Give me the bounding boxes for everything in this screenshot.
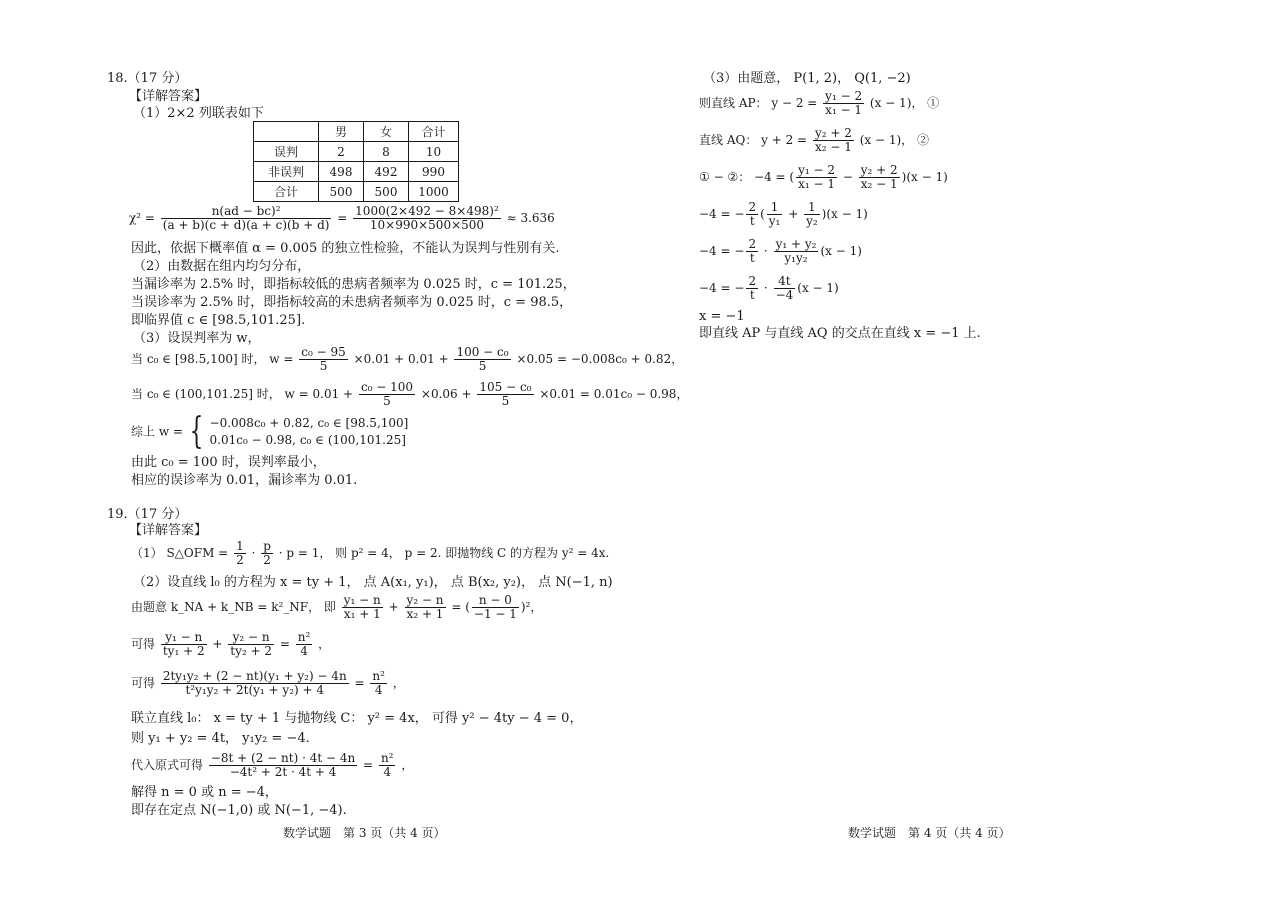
q19-line-2 [131,631,330,658]
fraction [353,205,501,232]
formula-text: 代入原式可得 [131,758,204,773]
fraction [359,381,415,408]
table-row [254,142,459,162]
denominator: ty₂ + 2 [230,644,273,659]
numerator: y₁ − 2 [798,163,835,177]
formula-text: 由题意 k_NA + k_NB = k²_NF， 即 [131,600,336,615]
table-header-row [254,122,459,142]
numerator: 2 [748,200,757,214]
fraction [454,346,510,373]
equals: = [337,211,348,226]
numerator: n − 0 [472,594,519,608]
chi-square-formula [129,205,555,232]
denominator: 2 [236,553,244,568]
formula-text: )(x − 1) [821,207,868,222]
case-text: ×0.01 + 0.01 + [353,352,449,367]
table-row [254,162,459,182]
fraction [774,275,796,302]
denominator: y₂ [806,214,818,229]
numerator: 2ty₁y₂ + (2 − nt)(y₁ + y₂) − 4n [162,669,347,683]
formula-text: (x − 1)， ② [859,133,929,148]
operator: ( [760,207,765,222]
numerator: 2 [748,274,757,288]
case-text: 当 c₀ ∈ [98.5,100] 时， w = [131,352,294,367]
denominator: y₁y₂ [784,251,808,266]
numerator: c₀ − 95 [301,345,346,359]
q19-line-3 [131,670,405,697]
denominator: x₂ + 1 [406,607,444,622]
numerator: y₂ − n [228,631,274,645]
operator: + [788,207,799,222]
table-cell: 498 [319,162,364,182]
formula-text: (x − 1) [820,244,862,259]
operator: + [388,600,399,615]
denominator: x₁ + 1 [343,607,381,622]
numerator: n² [372,669,385,683]
numerator: −8t + (2 − nt) · 4t − 4n [210,751,356,765]
fraction [161,205,332,232]
numerator: y₂ − n [406,593,444,607]
formula-text: −4 = − [699,207,745,222]
denominator: 10×990×500×500 [369,218,485,233]
fraction [296,631,313,658]
formula-text: ① − ②： −4 = ( [699,170,795,185]
numerator: 1 [767,201,783,215]
fraction [370,670,387,697]
numerator: y₂ + 2 [860,163,898,177]
page-footer-left: 数学试题 第 3 页（共 4 页） [283,826,446,840]
table-cell: 500 [364,182,409,202]
fraction [746,201,758,228]
denominator: 5 [319,359,328,374]
cases [210,415,409,449]
r-part3-intro: （3）由题意， P(1, 2)， Q(1, −2) [703,71,911,86]
part2-line-3: 即临界值 c ∈ [98.5,101.25]. [131,313,306,328]
table-cell: 2 [319,142,364,162]
numerator: 4t [774,275,796,289]
contingency-table [253,121,459,202]
q19-line-5: 则 y₁ + y₂ = 4t， y₁y₂ = −4. [131,731,310,746]
table-row [254,182,459,202]
fraction [767,201,783,228]
table-cell [254,122,319,142]
denominator: 4 [374,683,383,698]
table-cell: 8 [364,142,409,162]
question-19-heading: 19.（17 分） [107,507,188,522]
numerator: y₁ − n [343,593,381,607]
denominator: −4t² + 2t · 4t + 4 [229,765,337,780]
numerator: 1000(2×492 − 8×498)² [355,204,499,218]
numerator: n(ad − bc)² [161,205,332,219]
fraction [746,238,758,265]
fraction [379,752,396,779]
formula-text: (x − 1) [797,281,839,296]
table-cell: 1000 [409,182,459,202]
numerator: 1 [804,201,820,215]
denominator: x₂ − 1 [814,140,852,155]
denominator: 5 [501,394,510,409]
denominator: (a + b)(c + d)(a + c)(b + d) [162,218,330,233]
fraction [472,594,519,621]
table-cell: 10 [409,142,459,162]
numerator: 105 − c₀ [479,380,532,394]
case-2-formula [131,381,688,408]
numerator: y₁ + y₂ [775,237,817,251]
step-3 [699,275,839,302]
operator: − [842,170,853,185]
fraction [477,381,533,408]
fraction [161,670,349,697]
table-cell: 误判 [254,142,319,162]
line-ap [699,90,939,117]
operator: = ( [451,600,470,615]
formula-text: 则直线 AP： y − 2 = [699,96,818,111]
operator: + [212,637,223,652]
chi-lhs: χ² = [129,211,155,226]
denominator: ty₁ + 2 [162,644,205,659]
case-text: ×0.06 + [420,387,472,402]
q19-line-8: 即存在定点 N(−1,0) 或 N(−1, −4). [131,803,347,818]
q19-part1 [131,540,609,567]
q19-line-1 [131,594,542,621]
formula-text: ， [401,758,414,773]
brace-icon: { [189,411,204,452]
fraction [228,631,274,658]
conclusion-1: 因此，依据下概率值 α = 0.005 的独立性检验，不能认为误判与性别有关. [131,241,560,256]
table-cell: 合计 [254,182,319,202]
part1-intro: （1）2×2 列联表如下 [133,106,264,121]
operator: = [279,637,290,652]
fraction [261,540,273,567]
table-cell: 女 [364,122,409,142]
part2-line-2: 当误诊率为 2.5% 时，即指标较高的未患病者频率为 0.025 时，c = 98.5， [131,295,573,310]
denominator: t [749,288,755,303]
denominator: 5 [478,359,487,374]
formula-text: (x − 1)， ① [869,96,940,111]
formula-text: · p = 1， 则 p² = 4， p = 2. 即抛物线 C 的方程为 y² = 4x. [278,546,610,561]
table-cell: 500 [319,182,364,202]
subtract-step [699,164,948,191]
fraction [299,346,347,373]
piecewise-summary [131,411,409,452]
formula-text: −4 = − [699,244,745,259]
part2-intro: （2）由数据在组内均匀分布， [133,259,311,274]
formula-text: 可得 [131,676,156,691]
operator: = [354,676,365,691]
denominator: 4 [300,644,308,659]
numerator: p [263,539,271,553]
table-cell: 990 [409,162,459,182]
denominator: −1 − 1 [473,607,517,622]
numerator: 2 [748,237,757,251]
case-text: ×0.05 = −0.008c₀ + 0.82， [516,352,684,367]
fraction [746,275,758,302]
step-4: x = −1 [699,309,745,324]
summary-label: 综上 w = [131,424,183,439]
denominator: t [749,214,755,229]
part3-intro: （3）设误判率为 w， [133,331,261,346]
fraction [823,90,864,117]
case-line: −0.008c₀ + 0.82, c₀ ∈ [98.5,100] [209,416,409,431]
q19-line-7: 解得 n = 0 或 n = −4， [131,785,278,800]
table-cell: 492 [364,162,409,182]
operator: · [251,546,256,561]
approx-value: ≈ 3.636 [506,211,555,226]
step-2 [699,238,862,265]
denominator: x₁ − 1 [825,103,863,118]
fraction [405,594,446,621]
formula-text: )²， [520,600,543,615]
q19-line-4: 联立直线 l₀： x = ty + 1 与抛物线 C： y² = 4x， 可得 y² − 4ty − 4 = 0， [131,711,583,726]
formula-text: （1） S△OFM = [131,546,229,561]
denominator: 2 [263,553,271,568]
fraction [234,540,246,567]
formula-text: ， [318,637,331,652]
operator: · [763,281,768,296]
denominator: t [749,251,755,266]
numerator: y₂ + 2 [814,126,852,140]
formula-text: 可得 [131,637,156,652]
q19-part2: （2）设直线 l₀ 的方程为 x = ty + 1， 点 A(x₁, y₁)， 点 B(x₂, y₂)， 点 N(−1, n) [133,575,613,590]
numerator: 1 [236,539,244,553]
numerator: 100 − c₀ [456,345,509,359]
operator: · [763,244,768,259]
fraction [804,201,820,228]
fraction [161,631,207,658]
final-conclusion: 即直线 AP 与直线 AQ 的交点在直线 x = −1 上. [699,326,981,341]
page-footer-right: 数学试题 第 4 页（共 4 页） [848,826,1011,840]
fraction [342,594,383,621]
formula-text: )(x − 1) [901,170,948,185]
case-text: ×0.01 = 0.01c₀ − 0.98， [539,387,689,402]
denominator: 5 [383,394,391,409]
table-cell: 非误判 [254,162,319,182]
line-aq [699,127,929,154]
numerator: y₁ − 2 [825,89,863,103]
answer-heading: 【详解答案】 [129,523,208,538]
denominator: t²y₁y₂ + 2t(y₁ + y₂) + 4 [185,683,324,698]
part2-line-1: 当漏诊率为 2.5% 时，即指标较低的患病者频率为 0.025 时，c = 101.25， [131,277,576,292]
fraction [796,164,837,191]
q19-line-6 [131,752,413,779]
case-text: 当 c₀ ∈ (100,101.25] 时， w = 0.01 + [131,387,354,402]
table-cell: 合计 [409,122,459,142]
denominator: x₂ − 1 [860,177,898,192]
denominator: y₁ [768,214,781,229]
case-1-formula [131,346,683,373]
operator: = [363,758,374,773]
case-line: 0.01c₀ − 0.98, c₀ ∈ (100,101.25] [209,433,406,447]
numerator: n² [297,630,311,644]
fraction [774,238,819,265]
fraction [209,752,357,779]
numerator: n² [380,751,394,765]
denominator: 4 [383,765,392,780]
formula-text: 直线 AQ： y + 2 = [699,133,808,148]
fraction [813,127,854,154]
numerator: y₁ − n [161,631,207,645]
numerator: c₀ − 100 [360,380,414,394]
part3-line-2: 相应的误诊率为 0.01，漏诊率为 0.01. [131,473,358,488]
question-18-heading: 18.（17 分） [107,71,188,86]
part3-line-1: 由此 c₀ = 100 时，误判率最小， [131,455,326,470]
denominator: x₁ − 1 [798,177,835,192]
formula-text: −4 = − [699,281,745,296]
denominator: −4 [775,288,794,303]
step-1 [699,201,868,228]
table-cell: 男 [319,122,364,142]
answer-heading: 【详解答案】 [129,89,208,104]
fraction [859,164,900,191]
formula-text: ， [392,676,405,691]
